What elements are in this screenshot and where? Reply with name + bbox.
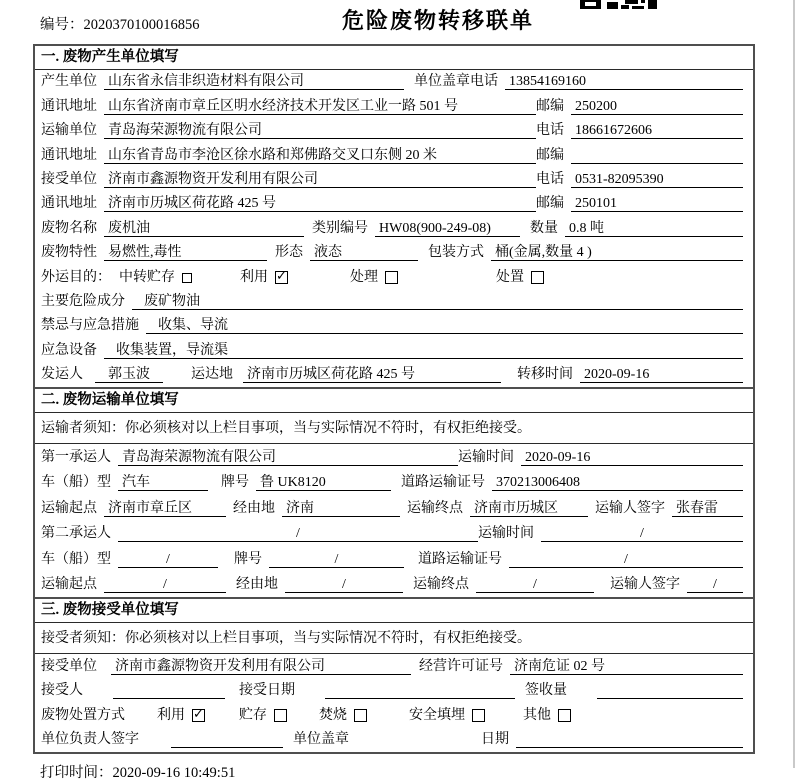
route2-origin-label: 运输起点 — [41, 577, 97, 593]
emergency-equipment-label: 应急设备 — [41, 342, 97, 358]
transport-time1-value: 2020-09-16 — [521, 449, 743, 466]
print-time-label: 打印时间： — [40, 765, 113, 782]
row-dispatch — [35, 363, 753, 387]
route2-origin-value: / — [104, 576, 226, 593]
transporter-zip-value — [571, 147, 743, 164]
transport-notice-text: 运输者须知：你必须核对以上栏目事项，当与实际情况不符时，有权拒绝接受。 — [41, 420, 531, 436]
route1-via-value: 济南 — [282, 500, 400, 517]
destination-value: 济南市历城区荷花路 425 号 — [243, 366, 501, 383]
section-transport-title: 二. 废物运输单位填写 — [35, 389, 753, 413]
disposal-landfill-label: 安全填埋 — [409, 707, 465, 723]
responsible-sign-label: 单位负责人签字 — [41, 732, 139, 748]
second-carrier-label: 第二承运人 — [41, 526, 111, 542]
disposal-landfill-checkbox — [472, 709, 485, 722]
receive-notice — [35, 623, 753, 654]
transporter-zip-label: 邮编 — [536, 147, 564, 163]
route2-end-label: 运输终点 — [413, 577, 469, 593]
row-emergency-measures — [35, 314, 753, 338]
route2-via-label: 经由地 — [236, 577, 278, 593]
receive-date-label: 日期 — [481, 732, 509, 748]
purpose-disposal-checkbox — [531, 271, 544, 284]
hazard-components-value: 废矿物油 — [132, 293, 743, 310]
transport-time1-label: 运输时间 — [458, 449, 514, 465]
disposal-store-checkbox — [274, 709, 287, 722]
waste-form-value: 液态 — [310, 244, 418, 261]
transport-notice — [35, 413, 753, 444]
form-body — [33, 44, 755, 754]
row-signoff — [35, 728, 753, 753]
route2-end-value: / — [476, 576, 594, 593]
route1-sign-label: 运输人签字 — [595, 500, 665, 516]
road-permit2-label: 道路运输证号 — [418, 551, 502, 567]
emergency-equipment-value: 收集装置，导流渠 — [104, 342, 743, 359]
row-first-carrier — [35, 444, 753, 470]
row-disposal-method — [35, 703, 753, 728]
producer-zip-label: 邮编 — [536, 98, 564, 114]
hazard-components-label: 主要危险成分 — [41, 293, 125, 309]
row-emergency-equipment — [35, 338, 753, 362]
waste-qty-label: 数量 — [530, 220, 558, 236]
row-producer-unit — [35, 70, 753, 94]
emergency-measures-value: 收集、导流 — [146, 317, 743, 334]
dispatcher-label: 发运人 — [41, 367, 83, 383]
receive-notice-text: 接受者须知：你必须核对以上栏目事项，当与实际情况不符时，有权拒绝接受。 — [41, 630, 531, 646]
section-receive — [33, 597, 755, 754]
transport-time2-value: / — [541, 525, 743, 542]
route2-sign-value: / — [687, 576, 743, 593]
road-permit1-value: 370213006408 — [492, 474, 743, 491]
acceptor-value — [113, 682, 225, 699]
vehicle-type2-label: 车（船）型 — [41, 551, 111, 567]
transporter-phone-value: 18661672606 — [571, 122, 743, 139]
emergency-measures-label: 禁忌与应急措施 — [41, 318, 139, 334]
license-value: 济南危证 02 号 — [510, 658, 743, 675]
plate2-label: 牌号 — [234, 551, 262, 567]
disposal-store-label: 贮存 — [239, 707, 267, 723]
print-time — [40, 761, 796, 782]
producer-zip-value: 250200 — [571, 98, 743, 115]
unit-seal-label: 单位盖章 — [414, 74, 470, 90]
section-receive-title: 三. 废物接受单位填写 — [35, 599, 753, 623]
row-producer-address — [35, 94, 753, 118]
serial-value: 2020370100016856 — [83, 17, 200, 33]
print-time-value: 2020-09-16 10:49:51 — [112, 765, 236, 782]
section-transport — [33, 387, 755, 599]
receiver-phone-value: 0531-82095390 — [571, 171, 743, 188]
form-header — [0, 0, 796, 44]
receiver-unit-value: 济南市鑫源物资开发利用有限公司 — [104, 171, 536, 188]
row-route1 — [35, 495, 753, 521]
route1-sign-value: 张春雷 — [672, 500, 743, 517]
waste-qty-value: 0.8 吨 — [565, 220, 743, 237]
accept-date-value — [325, 682, 515, 699]
route1-origin-label: 运输起点 — [41, 500, 97, 516]
receiver-unit-label: 接受单位 — [41, 171, 97, 187]
destination-label: 运达地 — [191, 367, 233, 383]
purpose-treatment-checkbox — [385, 271, 398, 284]
transfer-time-label: 转移时间 — [517, 367, 573, 383]
received-qty-value — [597, 682, 743, 699]
purpose-label: 外运目的： — [41, 269, 111, 285]
row-transporter-unit — [35, 119, 753, 143]
serial-label: 编号： — [40, 17, 84, 33]
purpose-storage-checkbox — [182, 273, 192, 283]
road-permit2-value: / — [509, 551, 743, 568]
disposal-use-label: 利用 — [157, 707, 185, 723]
producer-address-label: 通讯地址 — [41, 98, 97, 114]
row-vehicle1 — [35, 470, 753, 496]
acceptor-label: 接受人 — [41, 683, 83, 699]
row-second-carrier — [35, 521, 753, 547]
purpose-option-treatment-label: 处理 — [350, 269, 378, 285]
waste-name-label: 废物名称 — [41, 220, 97, 236]
row-acceptor — [35, 679, 753, 704]
row-waste-properties — [35, 241, 753, 265]
qr-code-fragment-icon — [580, 0, 658, 10]
producer-phone-label: 电话 — [470, 74, 498, 90]
purpose-option-storage-label: 中转贮存 — [119, 269, 175, 285]
disposal-incinerate-label: 焚烧 — [319, 707, 347, 723]
window-edge-line — [793, 0, 795, 768]
receive-unit-label: 接受单位 — [41, 658, 97, 674]
waste-properties-label: 废物特性 — [41, 245, 97, 261]
route2-via-value: / — [285, 576, 403, 593]
second-carrier-value: / — [118, 525, 478, 542]
row-receiver-unit — [35, 168, 753, 192]
waste-code-value: HW08(900-249-08) — [375, 220, 520, 237]
road-permit1-label: 道路运输证号 — [401, 475, 485, 491]
producer-address-value: 山东省济南市章丘区明水经济技术开发区工业一路 501 号 — [104, 98, 536, 115]
purpose-option-use-label: 利用 — [240, 269, 268, 285]
transfer-time-value: 2020-09-16 — [580, 366, 743, 383]
transporter-phone-label: 电话 — [536, 123, 564, 139]
receiver-address-value: 济南市历城区荷花路 425 号 — [104, 195, 536, 212]
plate1-value: 鲁 UK8120 — [256, 474, 391, 491]
row-hazard-components — [35, 290, 753, 314]
receiver-address-label: 通讯地址 — [41, 196, 97, 212]
row-receive-unit — [35, 654, 753, 679]
route1-end-label: 运输终点 — [407, 500, 463, 516]
producer-phone-value: 13854169160 — [505, 73, 743, 90]
receiver-zip-value: 250101 — [571, 195, 743, 212]
waste-name-value: 废机油 — [104, 220, 304, 237]
waste-code-label: 类别编号 — [312, 220, 368, 236]
route1-origin-value: 济南市章丘区 — [104, 500, 226, 517]
receiver-zip-label: 邮编 — [536, 196, 564, 212]
disposal-use-checkbox — [192, 709, 205, 722]
disposal-other-label: 其他 — [523, 707, 551, 723]
producer-unit-value: 山东省永信非织造材料有限公司 — [104, 73, 404, 90]
receive-seal-label: 单位盖章 — [293, 732, 349, 748]
disposal-incinerate-checkbox — [354, 709, 367, 722]
accept-date-label: 接受日期 — [239, 683, 295, 699]
waste-form-label: 形态 — [275, 245, 303, 261]
disposal-other-checkbox — [558, 709, 571, 722]
vehicle-type2-value: / — [118, 551, 218, 568]
transporter-unit-value: 青岛海荣源物流有限公司 — [104, 122, 536, 139]
packing-value: 桶(金属,数量 4 ) — [491, 244, 743, 261]
dispatcher-value: 郭玉波 — [95, 366, 163, 383]
first-carrier-label: 第一承运人 — [41, 449, 111, 465]
row-transfer-purpose — [35, 265, 753, 289]
vehicle-type1-label: 车（船）型 — [41, 475, 111, 491]
route1-end-value: 济南市历城区 — [470, 500, 588, 517]
disposal-method-label: 废物处置方式 — [41, 707, 125, 723]
receiver-phone-label: 电话 — [536, 171, 564, 187]
transporter-address-value: 山东省青岛市李沧区徐水路和郑佛路交叉口东侧 20 米 — [104, 147, 536, 164]
route2-sign-label: 运输人签字 — [610, 577, 680, 593]
purpose-use-checkbox — [275, 271, 288, 284]
received-qty-label: 签收量 — [525, 683, 567, 699]
row-transporter-address — [35, 143, 753, 167]
receive-unit-value: 济南市鑫源物资开发利用有限公司 — [111, 658, 411, 675]
license-label: 经营许可证号 — [419, 658, 503, 674]
section-producer-title: 一. 废物产生单位填写 — [35, 46, 753, 70]
producer-unit-label: 产生单位 — [41, 74, 97, 90]
row-route2 — [35, 572, 753, 598]
transport-time2-label: 运输时间 — [478, 526, 534, 542]
row-vehicle2 — [35, 546, 753, 572]
plate2-value: / — [269, 551, 404, 568]
transporter-unit-label: 运输单位 — [41, 123, 97, 139]
row-receiver-address — [35, 192, 753, 216]
first-carrier-value: 青岛海荣源物流有限公司 — [118, 449, 458, 466]
section-producer — [33, 44, 755, 389]
route1-via-label: 经由地 — [233, 500, 275, 516]
receive-date-value — [516, 731, 743, 748]
purpose-option-disposal-label: 处置 — [496, 269, 524, 285]
responsible-sign-value — [171, 731, 283, 748]
plate1-label: 牌号 — [221, 475, 249, 491]
packing-label: 包装方式 — [428, 245, 484, 261]
waste-properties-value: 易燃性,毒性 — [104, 244, 267, 261]
page-title: 危险废物转移联单 — [341, 8, 534, 33]
transporter-address-label: 通讯地址 — [41, 147, 97, 163]
vehicle-type1-value: 汽车 — [118, 474, 208, 491]
row-waste-name — [35, 216, 753, 240]
